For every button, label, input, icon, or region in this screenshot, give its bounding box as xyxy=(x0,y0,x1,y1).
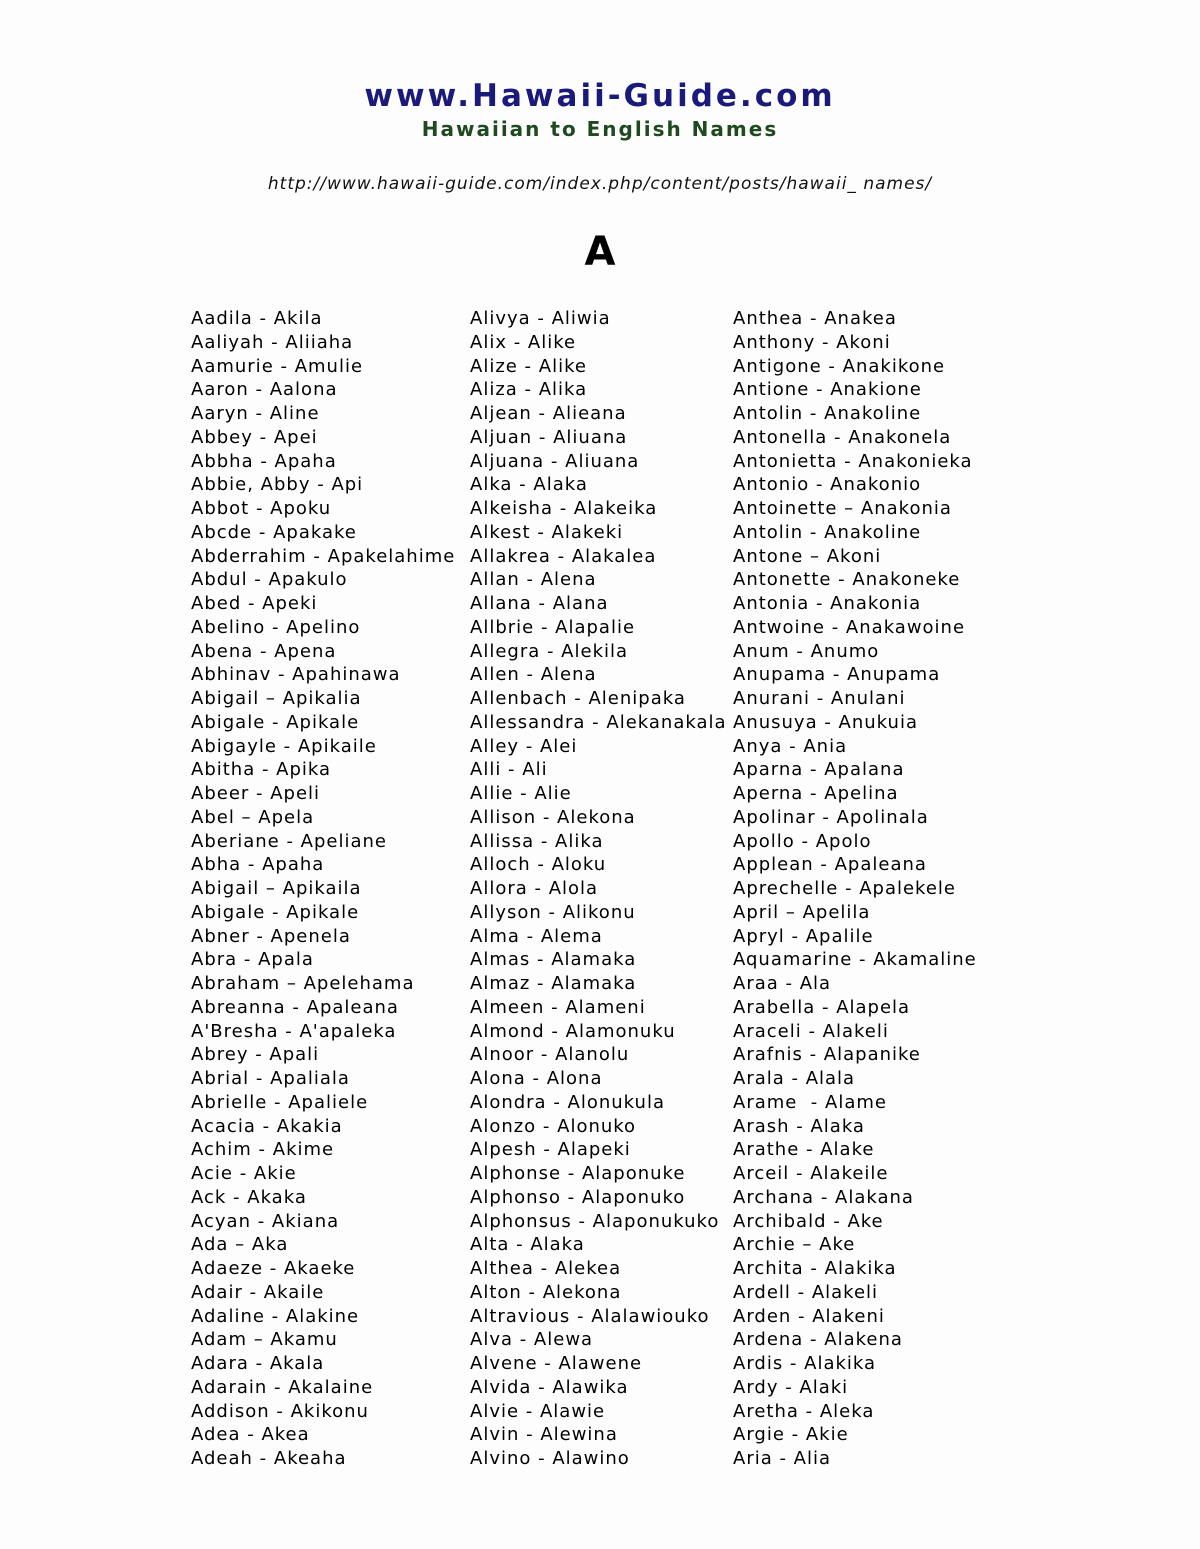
name-entry: Adam – Akamu xyxy=(191,1329,338,1351)
name-entry: Alona - Alona xyxy=(470,1068,603,1089)
name-entry: Arabella - Alapela xyxy=(733,996,911,1018)
name-entry: Abraham – Apelehama xyxy=(191,973,415,994)
page-subtitle: Hawaiian to English Names xyxy=(421,117,779,141)
name-entry: Anthea - Anakea xyxy=(733,308,897,329)
name-entry: Antwoine - Anakawoine xyxy=(733,616,966,638)
name-entry: Alvie - Alawie xyxy=(470,1400,606,1422)
name-entry: Adarain - Akalaine xyxy=(191,1376,374,1398)
name-entry: Aretha - Aleka xyxy=(733,1400,875,1422)
name-entry: Allie - Alie xyxy=(470,783,572,804)
name-entry: Arceil - Alakeile xyxy=(733,1163,889,1184)
name-entry: Aria - Alia xyxy=(733,1448,832,1469)
name-entry: Adaline - Alakine xyxy=(191,1305,360,1327)
name-entry: Almeen - Alameni xyxy=(470,996,646,1018)
name-entry: Adeah - Akeaha xyxy=(191,1448,347,1469)
name-entry: Anya - Ania xyxy=(733,735,848,757)
name-entry: Argie - Akie xyxy=(733,1424,849,1446)
name-entry: Achim - Akime xyxy=(191,1139,335,1161)
name-entry: Araa - Ala xyxy=(733,973,832,994)
name-entry: Anthony - Akoni xyxy=(733,331,891,353)
name-entry: Allana - Alana xyxy=(470,593,609,614)
name-entry: Abel – Apela xyxy=(191,806,315,828)
name-entry: Allenbach - Alenipaka xyxy=(470,688,686,709)
name-entry: Applean - Apaleana xyxy=(733,854,927,876)
name-entry: Acyan - Akiana xyxy=(191,1210,340,1232)
name-entry: Archita - Alakika xyxy=(733,1258,897,1279)
name-entry: Abigayle - Apikaile xyxy=(191,735,377,757)
name-entry: Alkeisha - Alakeika xyxy=(470,498,658,519)
name-entry: Antolin - Anakoline xyxy=(733,403,922,424)
name-entry: Aamurie - Amulie xyxy=(191,355,364,377)
name-entry: Alva - Alewa xyxy=(470,1329,594,1351)
name-entry: Arathe - Alake xyxy=(733,1139,875,1161)
name-entry: Abhinav - Apahinawa xyxy=(191,664,401,686)
name-entry: Arden - Alakeni xyxy=(733,1305,885,1327)
name-entry: Alli - Ali xyxy=(470,759,548,781)
name-entry: Alvin - Alewina xyxy=(470,1424,618,1446)
name-entry: Adair - Akaile xyxy=(191,1281,325,1303)
name-entry: Alonzo - Alonuko xyxy=(470,1115,637,1137)
name-entry: Aljean - Alieana xyxy=(470,403,627,424)
name-entry: Antonette - Anakoneke xyxy=(733,569,961,591)
name-entry: Anum - Anumo xyxy=(733,640,880,662)
name-entry: Addison - Akikonu xyxy=(191,1400,369,1422)
name-entry: Aadila - Akila xyxy=(191,308,323,329)
name-entry: Antione - Anakione xyxy=(733,379,922,401)
name-entry: Alta - Alaka xyxy=(470,1234,585,1256)
name-entry: Acacia - Akakia xyxy=(191,1115,343,1137)
name-entry: Antonia - Anakonia xyxy=(733,593,922,614)
source-url: http://www.hawaii-guide.com/index.php/content/posts/hawaii_ names/ xyxy=(267,174,933,194)
name-entry: Allegra - Alekila xyxy=(470,640,629,662)
name-entry: Archana - Alakana xyxy=(733,1186,914,1208)
names-column-1 xyxy=(191,307,455,1471)
name-entry: Ardis - Alakika xyxy=(733,1353,877,1374)
name-entry: April – Apelila xyxy=(733,901,871,923)
name-entry: Archie – Ake xyxy=(733,1234,856,1256)
name-entry: Allen - Alena xyxy=(470,664,597,686)
names-column-3 xyxy=(733,307,977,1471)
name-entry: Ardena - Alakena xyxy=(733,1329,903,1351)
names-column-2 xyxy=(470,307,727,1471)
name-entry: Apollo - Apolo xyxy=(733,830,872,852)
name-entry: Allison - Alekona xyxy=(470,806,636,828)
name-entry: Alphonse - Alaponuke xyxy=(470,1163,686,1184)
name-entry: Aaryn - Aline xyxy=(191,403,320,424)
name-entry: Altravious - Alalawiouko xyxy=(470,1305,710,1327)
name-entry: Apryl - Apalile xyxy=(733,925,874,947)
name-entry: Alma - Alema xyxy=(470,925,603,947)
name-entry: Antonietta - Anakonieka xyxy=(733,450,973,472)
name-entry: Abelino - Apelino xyxy=(191,616,361,638)
name-entry: Arafnis - Alapanike xyxy=(733,1044,921,1066)
name-entry: Ardell - Alakeli xyxy=(733,1281,879,1303)
name-entry: Arala - Alala xyxy=(733,1068,856,1089)
name-entry: Antoinette – Anakonia xyxy=(733,498,952,519)
name-entry: Araceli - Alakeli xyxy=(733,1020,889,1042)
name-entry: Aaron - Aalona xyxy=(191,379,338,401)
name-entry: Abrielle - Apaliele xyxy=(191,1091,369,1113)
name-entry: Alivya - Aliwia xyxy=(470,308,611,329)
name-entry: Adaeze - Akaeke xyxy=(191,1258,356,1279)
name-entry: Abrey - Apali xyxy=(191,1044,320,1066)
name-entry: Alix - Alike xyxy=(470,331,577,353)
name-entry: Abed - Apeki xyxy=(191,593,318,614)
name-entry: Archibald - Ake xyxy=(733,1210,884,1232)
name-entry: Alka - Alaka xyxy=(470,474,588,496)
name-entry: Alondra - Alonukula xyxy=(470,1091,665,1113)
name-entry: Abeer - Apeli xyxy=(191,783,321,804)
name-entry: Abigail – Apikaila xyxy=(191,878,362,899)
name-entry: Alvida - Alawika xyxy=(470,1376,629,1398)
name-entry: Aberiane - Apeliane xyxy=(191,830,387,852)
name-entry: Allyson - Alikonu xyxy=(470,901,636,923)
name-entry: Aljuana - Aliuana xyxy=(470,450,640,472)
name-entry: Abderrahim - Apakelahime xyxy=(191,545,456,567)
name-entry: Alvene - Alawene xyxy=(470,1353,643,1374)
name-entry: Adara - Akala xyxy=(191,1353,325,1374)
name-entry: Abreanna - Apaleana xyxy=(191,996,399,1018)
name-entry: Antonella - Anakonela xyxy=(733,426,952,448)
name-entry: Ada – Aka xyxy=(191,1234,289,1256)
name-entry: Ardy - Alaki xyxy=(733,1376,849,1398)
name-entry: Abrial - Apaliala xyxy=(191,1068,350,1089)
name-entry: Abitha - Apika xyxy=(191,759,332,781)
name-entry: Allora - Alola xyxy=(470,878,599,899)
name-entry: Antolin - Anakoline xyxy=(733,521,922,543)
name-entry: Abena - Apena xyxy=(191,640,337,662)
name-entry: Alphonsus - Alaponukuko xyxy=(470,1210,720,1232)
name-entry: Aliza - Alika xyxy=(470,379,588,401)
name-entry: Adea - Akea xyxy=(191,1424,310,1446)
name-entry: A'Bresha - A'apaleka xyxy=(191,1020,397,1042)
name-entry: Antonio - Anakonio xyxy=(733,474,922,496)
name-entry: Almond - Alamonuku xyxy=(470,1020,676,1042)
name-entry: Allessandra - Alekanakala xyxy=(470,711,727,733)
name-entry: Antone – Akoni xyxy=(733,545,882,567)
name-entry: Anurani - Anulani xyxy=(733,688,906,709)
name-entry: Aperna - Apelina xyxy=(733,783,899,804)
name-entry: Abbot - Apoku xyxy=(191,498,332,519)
name-entry: Abbey - Apei xyxy=(191,426,318,448)
name-entry: Abigale - Apikale xyxy=(191,901,360,923)
name-entry: Apolinar - Apolinala xyxy=(733,806,929,828)
name-entry: Abner - Apenela xyxy=(191,925,351,947)
name-entry: Alnoor - Alanolu xyxy=(470,1044,630,1066)
site-title: www.Hawaii-Guide.com xyxy=(364,78,836,114)
section-letter-heading: A xyxy=(584,229,616,275)
name-entry: Arash - Alaka xyxy=(733,1115,865,1137)
name-entry: Anusuya - Anukuia xyxy=(733,711,918,733)
name-entry: Abbha - Apaha xyxy=(191,450,337,472)
name-entry: Allan - Alena xyxy=(470,569,597,591)
name-entry: Abcde - Apakake xyxy=(191,521,357,543)
name-entry: Aquamarine - Akamaline xyxy=(733,949,977,971)
name-entry: Abbie, Abby - Api xyxy=(191,474,364,496)
name-entry: Almas - Alamaka xyxy=(470,949,637,971)
name-entry: Abdul - Apakulo xyxy=(191,569,348,591)
name-entry: Allissa - Alika xyxy=(470,830,604,852)
name-entry: Alley - Alei xyxy=(470,735,578,757)
name-entry: Alpesh - Alapeki xyxy=(470,1139,631,1161)
name-entry: Ack - Akaka xyxy=(191,1186,307,1208)
name-entry: Almaz - Alamaka xyxy=(470,973,637,994)
name-entry: Acie - Akie xyxy=(191,1163,297,1184)
name-entry: Abha - Apaha xyxy=(191,854,325,876)
name-entry: Abigale - Apikale xyxy=(191,711,360,733)
name-entry: Alloch - Aloku xyxy=(470,854,607,876)
name-entry: Antigone - Anakikone xyxy=(733,355,946,377)
name-entry: Aparna - Apalana xyxy=(733,759,905,781)
name-entry: Arame - Alame xyxy=(733,1091,887,1113)
name-entry: Anupama - Anupama xyxy=(733,664,941,686)
name-entry: Aprechelle - Apalekele xyxy=(733,878,956,899)
name-entry: Aljuan - Aliuana xyxy=(470,426,628,448)
name-entry: Alphonso - Alaponuko xyxy=(470,1186,686,1208)
name-entry: Alvino - Alawino xyxy=(470,1448,630,1469)
name-entry: Abra - Apala xyxy=(191,949,314,971)
name-entry: Allakrea - Alakalea xyxy=(470,545,657,567)
name-entry: Alton - Alekona xyxy=(470,1281,622,1303)
name-entry: Althea - Alekea xyxy=(470,1258,622,1279)
name-entry: Aaliyah - Aliiaha xyxy=(191,331,354,353)
name-entry: Allbrie - Alapalie xyxy=(470,616,636,638)
name-entry: Abigail – Apikalia xyxy=(191,688,362,709)
name-entry: Alkest - Alakeki xyxy=(470,521,624,543)
name-entry: Alize - Alike xyxy=(470,355,587,377)
